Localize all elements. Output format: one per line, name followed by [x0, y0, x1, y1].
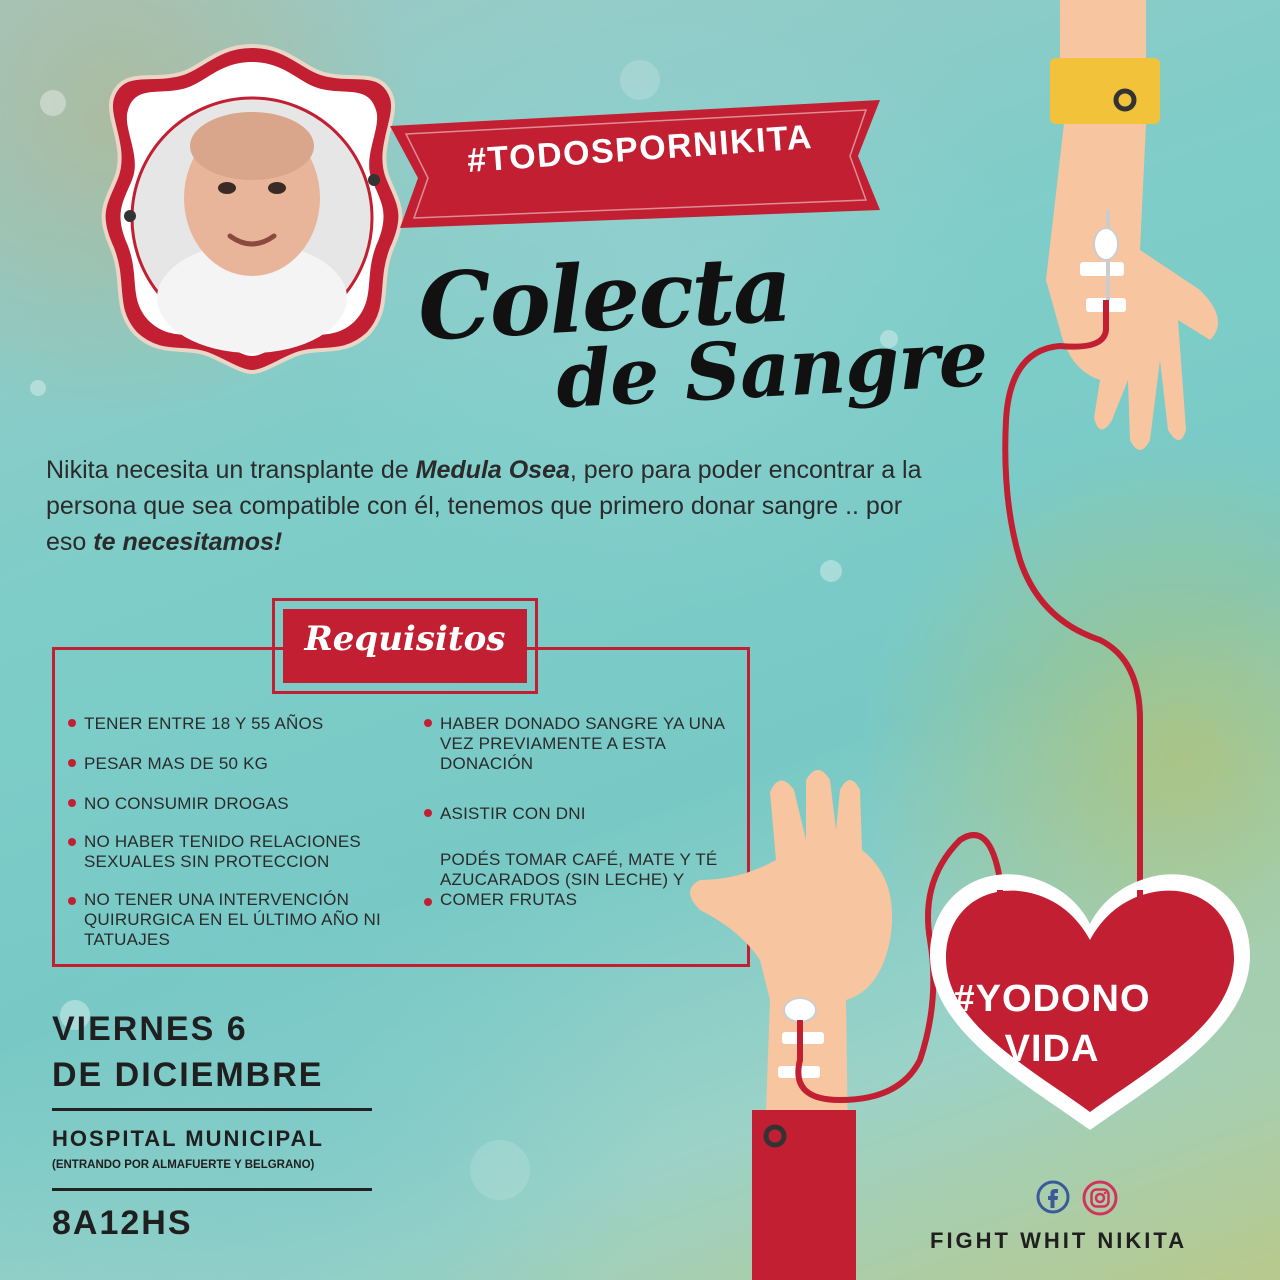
title-line-1: Colecta [415, 234, 793, 362]
bullet-icon [68, 719, 76, 727]
divider [52, 1108, 372, 1111]
event-venue-detail: (ENTRANDO POR ALMAFUERTE Y BELGRANO) [52, 1159, 315, 1171]
instagram-icon[interactable] [1082, 1180, 1118, 1216]
decor-speck [30, 380, 46, 396]
event-date-line-1: VIERNES 6 [52, 1010, 248, 1048]
requirement-item: TENER ENTRE 18 Y 55 AÑOS [84, 714, 324, 733]
intro-text: , pero para poder encontrar a la persona que sea compatible con él, tenemos que primero donar sangre .. por eso [46, 456, 922, 556]
bullet-icon [68, 838, 76, 846]
event-time: 8A12HS [52, 1204, 193, 1242]
bullet-icon [424, 809, 432, 817]
requirement-item: NO CONSUMIR DROGAS [84, 794, 289, 813]
requirement-item: PESAR MAS DE 50 KG [84, 754, 269, 773]
requirement-item: ASISTIR CON DNI [440, 804, 586, 823]
requirements-header [272, 598, 538, 694]
heart-hashtag-line-2: VIDA [1004, 1028, 1100, 1070]
social-handle: FIGHT WHIT NIKITA [930, 1228, 1188, 1253]
baby-photo-frame [92, 38, 412, 378]
requirement-item: HABER DONADO SANGRE YA UNA VEZ PREVIAMENTE A ESTA DONACIÓN [440, 714, 725, 773]
decor-speck [470, 1140, 530, 1200]
bullet-icon [68, 897, 76, 905]
heart-hashtag-line-1: #YODONO [953, 978, 1151, 1020]
decor-speck [620, 60, 660, 100]
decor-speck [40, 90, 66, 116]
heart-hashtag [942, 974, 1162, 1074]
requirement-item: PODÉS TOMAR CAFÉ, MATE Y TÉ AZUCARADOS (SIN LECHE) Y COMER FRUTAS [440, 850, 718, 909]
requirement-item: NO HABER TENIDO RELACIONES SEXUALES SIN PROTECCION [84, 832, 361, 871]
divider [52, 1188, 372, 1191]
event-venue: HOSPITAL MUNICIPAL [52, 1126, 324, 1151]
intro-text: Nikita necesita un transplante de [46, 456, 416, 484]
bullet-icon [424, 898, 432, 906]
requirements-title: Requisitos [304, 619, 506, 659]
bullet-icon [68, 799, 76, 807]
intro-emphasis: te necesitamos! [93, 528, 283, 556]
intro-emphasis: Medula Osea [415, 456, 570, 484]
blood-donation-illustration [660, 0, 1280, 1280]
hashtag-label: #TODOSPORNIKITA [465, 117, 814, 181]
facebook-icon[interactable] [1036, 1180, 1070, 1214]
requirement-item: NO TENER UNA INTERVENCIÓN QUIRURGICA EN EL ÚLTIMO AÑO NI TATUAJES [84, 890, 381, 949]
requirements-header-fill [283, 609, 527, 683]
bullet-icon [424, 719, 432, 727]
bullet-icon [68, 759, 76, 767]
title-line-2: de Sangre [553, 312, 990, 427]
event-date-line-2: DE DICIEMBRE [52, 1056, 324, 1094]
